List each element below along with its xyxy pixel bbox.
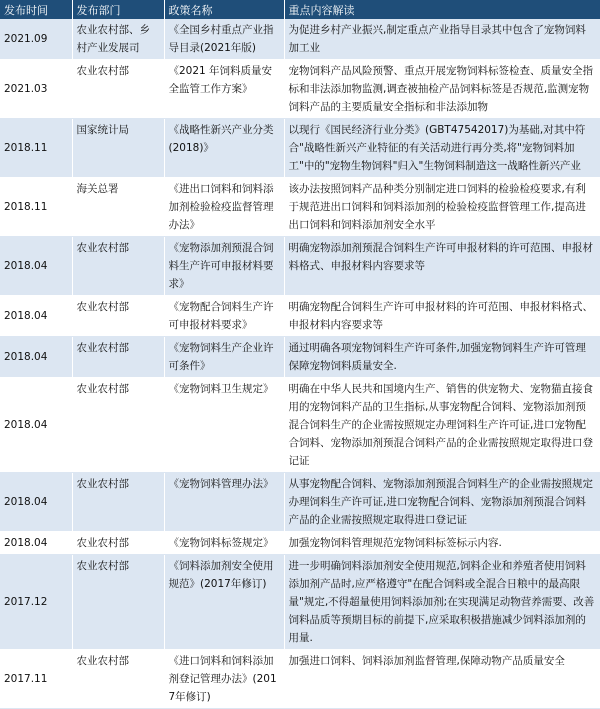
cell-content: 以现行《国民经济行业分类》(GBT47542017)为基础,对其中符合"战略性新兴产业特征的有关活动进行再分类,将"宠物饲料加工"中的"宠物生物饲料"归入"生物饲料制造这一战略性新兴产业 — [284, 119, 600, 178]
cell-content: 进一步明确饲料添加剂安全使用规范,饲料企业和养殖者使用饲料添加剂产品时,应严格遵守"在配合饲料或全混合日粮中的最高限量"规定,不得超量使用饲料添加剂;在实现满足动物营养需要、改善饲料品质等预期目标的前提下,应采取积极措施减少饲料添加剂的用量. — [284, 555, 600, 650]
table-row — [0, 237, 600, 296]
cell-dept: 农业农村部 — [72, 337, 164, 378]
cell-policy-name: 《宠物饲料标签规定》 — [164, 532, 284, 555]
cell-dept: 国家统计局 — [72, 119, 164, 178]
cell-dept: 农业农村部 — [72, 296, 164, 337]
table-row — [0, 19, 600, 60]
cell-date: 2018.04 — [0, 473, 72, 532]
cell-content: 明确宠物配合饲料生产许可申报材料的许可范围、申报材料格式、申报材料内容要求等 — [284, 296, 600, 337]
cell-content: 明确在中华人民共和国境内生产、销售的供宠物犬、宠物猫直接食用的宠物饲料产品的卫生指标,从事宠物配合饲料、宠物添加剂预混合饲料生产的企业需按照规定办理饲料生产许可证,进口宠物配合饲料、宠物添加剂预混合饲料产品的企业需按照规定取得进口登记证 — [284, 378, 600, 473]
cell-content: 加强进口饲料、饲料添加剂监督管理,保障动物产品质量安全 — [284, 650, 600, 709]
cell-date: 2018.04 — [0, 296, 72, 337]
header-content: 重点内容解读 — [284, 0, 600, 19]
cell-date: 2018.04 — [0, 237, 72, 296]
table-row — [0, 178, 600, 237]
cell-policy-name: 《饲料添加剂安全使用规范》(2017年修订) — [164, 555, 284, 650]
cell-dept: 农业农村部 — [72, 60, 164, 119]
cell-content: 明确宠物添加剂预混合饲料生产许可申报材料的许可范围、申报材料格式、申报材料内容要求等 — [284, 237, 600, 296]
cell-content: 该办法按照饲料产品种类分别制定进口饲料的检验检疫要求,有利于规范进出口饲料和饲料添加剂的检验检疫监督管理工作,提高进出口饲料和饲料添加剂安全水平 — [284, 178, 600, 237]
table-row — [0, 555, 600, 650]
table-row — [0, 650, 600, 709]
cell-dept: 农业农村部 — [72, 378, 164, 473]
cell-policy-name: 《2021 年饲料质量安全监管工作方案》 — [164, 60, 284, 119]
cell-date: 2021.03 — [0, 60, 72, 119]
cell-policy-name: 《宠物配合饲料生产许可申报材料要求》 — [164, 296, 284, 337]
cell-content: 加强宠物饲料管理规范宠物饲料标签标示内容. — [284, 532, 600, 555]
cell-dept: 农业农村部 — [72, 650, 164, 709]
cell-content: 从事宠物配合饲料、宠物添加剂预混合饲料生产的企业需按照规定办理饲料生产许可证,进口宠物配合饲料、宠物添加剂预混合饲料产品的企业需按照规定取得进口登记证 — [284, 473, 600, 532]
table-header-row — [0, 0, 600, 19]
cell-date: 2018.11 — [0, 119, 72, 178]
cell-policy-name: 《战略性新兴产业分类(2018)》 — [164, 119, 284, 178]
cell-policy-name: 《进口饲料和饲料添加剂登记管理办法》(2017年修订) — [164, 650, 284, 709]
header-date: 发布时间 — [0, 0, 72, 19]
cell-dept: 农业农村部 — [72, 555, 164, 650]
table-row — [0, 119, 600, 178]
table-row — [0, 532, 600, 555]
cell-date: 2017.11 — [0, 650, 72, 709]
cell-dept: 农业农村部 — [72, 473, 164, 532]
cell-policy-name: 《宠物添加剂预混合饲料生产许可申报材料要求》 — [164, 237, 284, 296]
cell-policy-name: 《全国乡村重点产业指导目录(2021年版) — [164, 19, 284, 60]
cell-policy-name: 《宠物饲料生产企业许可条件》 — [164, 337, 284, 378]
cell-dept: 海关总署 — [72, 178, 164, 237]
cell-content: 为促进乡村产业振兴,制定重点产业指导目录其中包含了宠物饲料加工业 — [284, 19, 600, 60]
cell-policy-name: 《宠物饲料卫生规定》 — [164, 378, 284, 473]
header-dept: 发布部门 — [72, 0, 164, 19]
table-row — [0, 473, 600, 532]
header-name: 政策名称 — [164, 0, 284, 19]
cell-date: 2021.09 — [0, 19, 72, 60]
table-row — [0, 378, 600, 473]
cell-policy-name: 《进出口饲料和饲料添加剂检验检疫监督管理办法》 — [164, 178, 284, 237]
cell-dept: 农业农村部 — [72, 532, 164, 555]
cell-dept: 农业农村部、乡村产业发展司 — [72, 19, 164, 60]
cell-date: 2018.11 — [0, 178, 72, 237]
cell-date: 2018.04 — [0, 337, 72, 378]
table-row — [0, 60, 600, 119]
cell-policy-name: 《宠物饲料管理办法》 — [164, 473, 284, 532]
table-body — [0, 19, 600, 709]
cell-content: 通过明确各项宠物饲料生产许可条件,加强宠物饲料生产许可管理保障宠物饲料质量安全. — [284, 337, 600, 378]
table-row — [0, 296, 600, 337]
cell-date: 2018.04 — [0, 532, 72, 555]
cell-content: 宠物饲料产品风险预警、重点开展宠物饲料标签检查、质量安全指标和非法添加物监测,调查被抽检产品饲料标签是否规范,监测宠物饲料产品的主要质量安全指标和非法添加物 — [284, 60, 600, 119]
cell-date: 2018.04 — [0, 378, 72, 473]
cell-date: 2017.12 — [0, 555, 72, 650]
cell-dept: 农业农村部 — [72, 237, 164, 296]
table-row — [0, 337, 600, 378]
